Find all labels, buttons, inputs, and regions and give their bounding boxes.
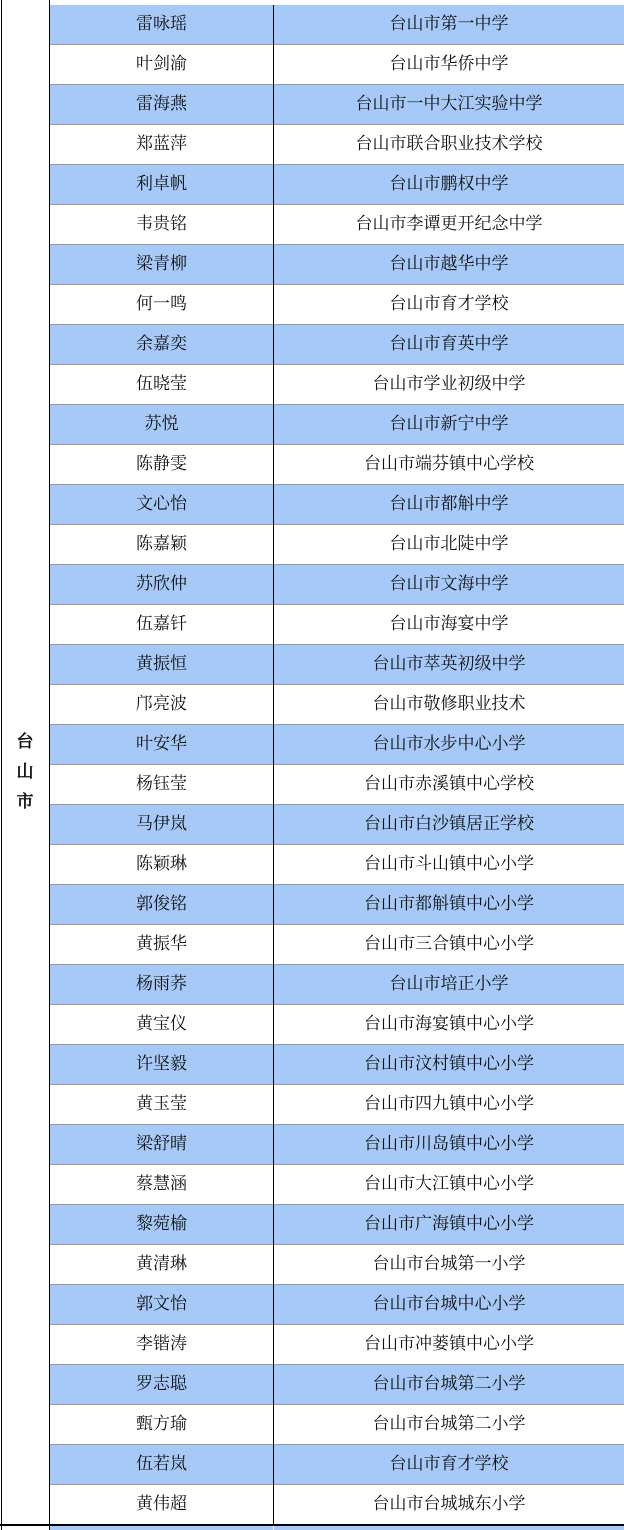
student-name-cell: 郭俊铭	[136, 894, 187, 914]
table-row	[50, 845, 624, 885]
school-cell: 台山市台城第一小学	[372, 1254, 526, 1274]
table-row	[50, 645, 624, 685]
school-cell: 台山市斗山镇中心小学	[364, 854, 534, 874]
student-name-cell: 韦贵铭	[136, 214, 187, 234]
school-cell: 台山市育才学校	[389, 294, 509, 314]
school-cell: 台山市华侨中学	[389, 54, 509, 74]
school-cell: 台山市越华中学	[389, 254, 509, 274]
student-name-cell: 伍若岚	[136, 1454, 187, 1474]
table-row	[50, 205, 624, 245]
school-cell: 台山市育才学校	[389, 1454, 509, 1474]
table-row	[50, 1485, 624, 1525]
table-row	[50, 965, 624, 1005]
table-row	[50, 1245, 624, 1285]
student-name-cell: 郑蓝萍	[136, 134, 187, 154]
table-row	[50, 1085, 624, 1125]
student-name-cell: 伍嘉钎	[136, 614, 187, 634]
student-name-cell: 杨钰莹	[136, 774, 187, 794]
student-name-cell: 邝亮波	[136, 694, 187, 714]
school-cell: 台山市新宁中学	[389, 414, 509, 434]
table-row	[50, 365, 624, 405]
table-row	[50, 165, 624, 205]
table-row	[50, 85, 624, 125]
student-name-cell: 甄方瑜	[136, 1414, 187, 1434]
student-name-cell: 伍晓莹	[136, 374, 187, 394]
table-row	[50, 245, 624, 285]
table-row	[50, 885, 624, 925]
school-cell: 台山市培正小学	[389, 974, 509, 994]
student-name-cell: 李锴涛	[136, 1334, 187, 1354]
student-name-cell: 黄振恒	[136, 654, 187, 674]
table-row	[50, 5, 624, 45]
school-cell: 台山市大江镇中心小学	[364, 1174, 534, 1194]
school-cell: 台山市学业初级中学	[372, 374, 526, 394]
student-name-cell: 梁青柳	[136, 254, 187, 274]
student-name-cell: 雷海燕	[136, 94, 187, 114]
school-cell: 台山市四九镇中心小学	[364, 1094, 534, 1114]
table-row	[50, 725, 624, 765]
table-row	[50, 1325, 624, 1365]
school-cell: 台山市萃英初级中学	[372, 654, 526, 674]
student-name-cell: 陈嘉颖	[136, 534, 187, 554]
school-cell: 台山市海宴中学	[389, 614, 509, 634]
school-cell: 台山市都斛镇中心小学	[364, 894, 534, 914]
student-name-cell: 苏悦	[144, 414, 179, 434]
student-name-cell: 梁舒晴	[136, 1134, 187, 1154]
table-row	[50, 1165, 624, 1205]
student-name-cell: 何一鸣	[136, 294, 187, 314]
school-cell: 台山市北陡中学	[389, 534, 509, 554]
table-row	[50, 1405, 624, 1445]
table-row	[50, 45, 624, 85]
table-row	[50, 1125, 624, 1165]
student-name-cell: 叶安华	[136, 734, 187, 754]
student-name-cell: 陈静雯	[136, 454, 187, 474]
table-row	[50, 605, 624, 645]
next-row-fragment	[274, 1526, 624, 1530]
school-cell: 台山市台城中心小学	[372, 1294, 526, 1314]
table-row	[50, 765, 624, 805]
table-row	[50, 125, 624, 165]
next-row-fragment	[50, 1526, 273, 1530]
region-char: 山	[16, 762, 34, 782]
school-cell: 台山市第一中学	[389, 14, 509, 34]
school-cell: 台山市冲蒌镇中心小学	[364, 1334, 534, 1354]
table-row	[50, 445, 624, 485]
school-cell: 台山市都斛中学	[389, 494, 509, 514]
student-name-cell: 郭文怡	[136, 1294, 187, 1314]
table-row	[50, 1045, 624, 1085]
school-cell: 台山市水步中心小学	[372, 734, 526, 754]
student-name-cell: 利卓帆	[136, 174, 187, 194]
school-cell: 台山市鹏权中学	[389, 174, 509, 194]
table-row	[50, 325, 624, 365]
region-cell	[0, 0, 50, 1525]
table-row	[50, 405, 624, 445]
table-row	[50, 485, 624, 525]
student-name-cell: 许坚毅	[136, 1054, 187, 1074]
student-name-cell: 黄振华	[136, 934, 187, 954]
region-char: 台	[16, 732, 34, 752]
student-name-cell: 杨雨荞	[136, 974, 187, 994]
school-cell: 台山市海宴镇中心小学	[364, 1014, 534, 1034]
table-row	[50, 685, 624, 725]
school-cell: 台山市育英中学	[389, 334, 509, 354]
student-name-cell: 雷咏瑶	[136, 14, 187, 34]
student-name-cell: 马伊岚	[136, 814, 187, 834]
school-cell: 台山市联合职业技术学校	[355, 134, 543, 154]
table-row	[50, 525, 624, 565]
table-row	[50, 1365, 624, 1405]
school-cell: 台山市三合镇中心小学	[364, 934, 534, 954]
school-cell: 台山市广海镇中心小学	[364, 1214, 534, 1234]
table-row	[50, 925, 624, 965]
region-char: 市	[16, 792, 34, 812]
student-name-cell: 叶剑渝	[136, 54, 187, 74]
student-name-cell: 黄伟超	[136, 1494, 187, 1514]
student-name-cell: 陈颖琳	[136, 854, 187, 874]
table-row	[50, 565, 624, 605]
school-cell: 台山市台城城东小学	[372, 1494, 526, 1514]
student-name-cell: 黄玉莹	[136, 1094, 187, 1114]
table-row	[50, 1205, 624, 1245]
school-cell: 台山市台城第二小学	[372, 1374, 526, 1394]
school-cell: 台山市李谭更开纪念中学	[355, 214, 543, 234]
student-name-cell: 苏欣仲	[136, 574, 187, 594]
table-bottom-border	[0, 1524, 624, 1526]
student-name-cell: 蔡慧涵	[136, 1174, 187, 1194]
school-cell: 台山市汶村镇中心小学	[364, 1054, 534, 1074]
student-name-cell: 余嘉奕	[136, 334, 187, 354]
region-label	[0, 727, 50, 817]
student-name-cell: 罗志聪	[136, 1374, 187, 1394]
student-name-cell: 黄清琳	[136, 1254, 187, 1274]
school-cell: 台山市一中大江实验中学	[355, 94, 543, 114]
school-cell: 台山市白沙镇居正学校	[364, 814, 534, 834]
table-row	[50, 1285, 624, 1325]
school-cell: 台山市台城第二小学	[372, 1414, 526, 1434]
school-cell: 台山市端芬镇中心学校	[364, 454, 534, 474]
student-name-cell: 黎菀榆	[136, 1214, 187, 1234]
school-cell: 台山市敬修职业技术	[372, 694, 526, 714]
school-cell: 台山市赤溪镇中心学校	[364, 774, 534, 794]
table-row	[50, 285, 624, 325]
table-left-border	[1, 0, 2, 1530]
school-cell: 台山市川岛镇中心小学	[364, 1134, 534, 1154]
table-row	[50, 805, 624, 845]
student-name-cell: 黄宝仪	[136, 1014, 187, 1034]
student-name-cell: 文心怡	[136, 494, 187, 514]
table-row	[50, 1445, 624, 1485]
school-cell: 台山市文海中学	[389, 574, 509, 594]
table-row	[50, 1005, 624, 1045]
